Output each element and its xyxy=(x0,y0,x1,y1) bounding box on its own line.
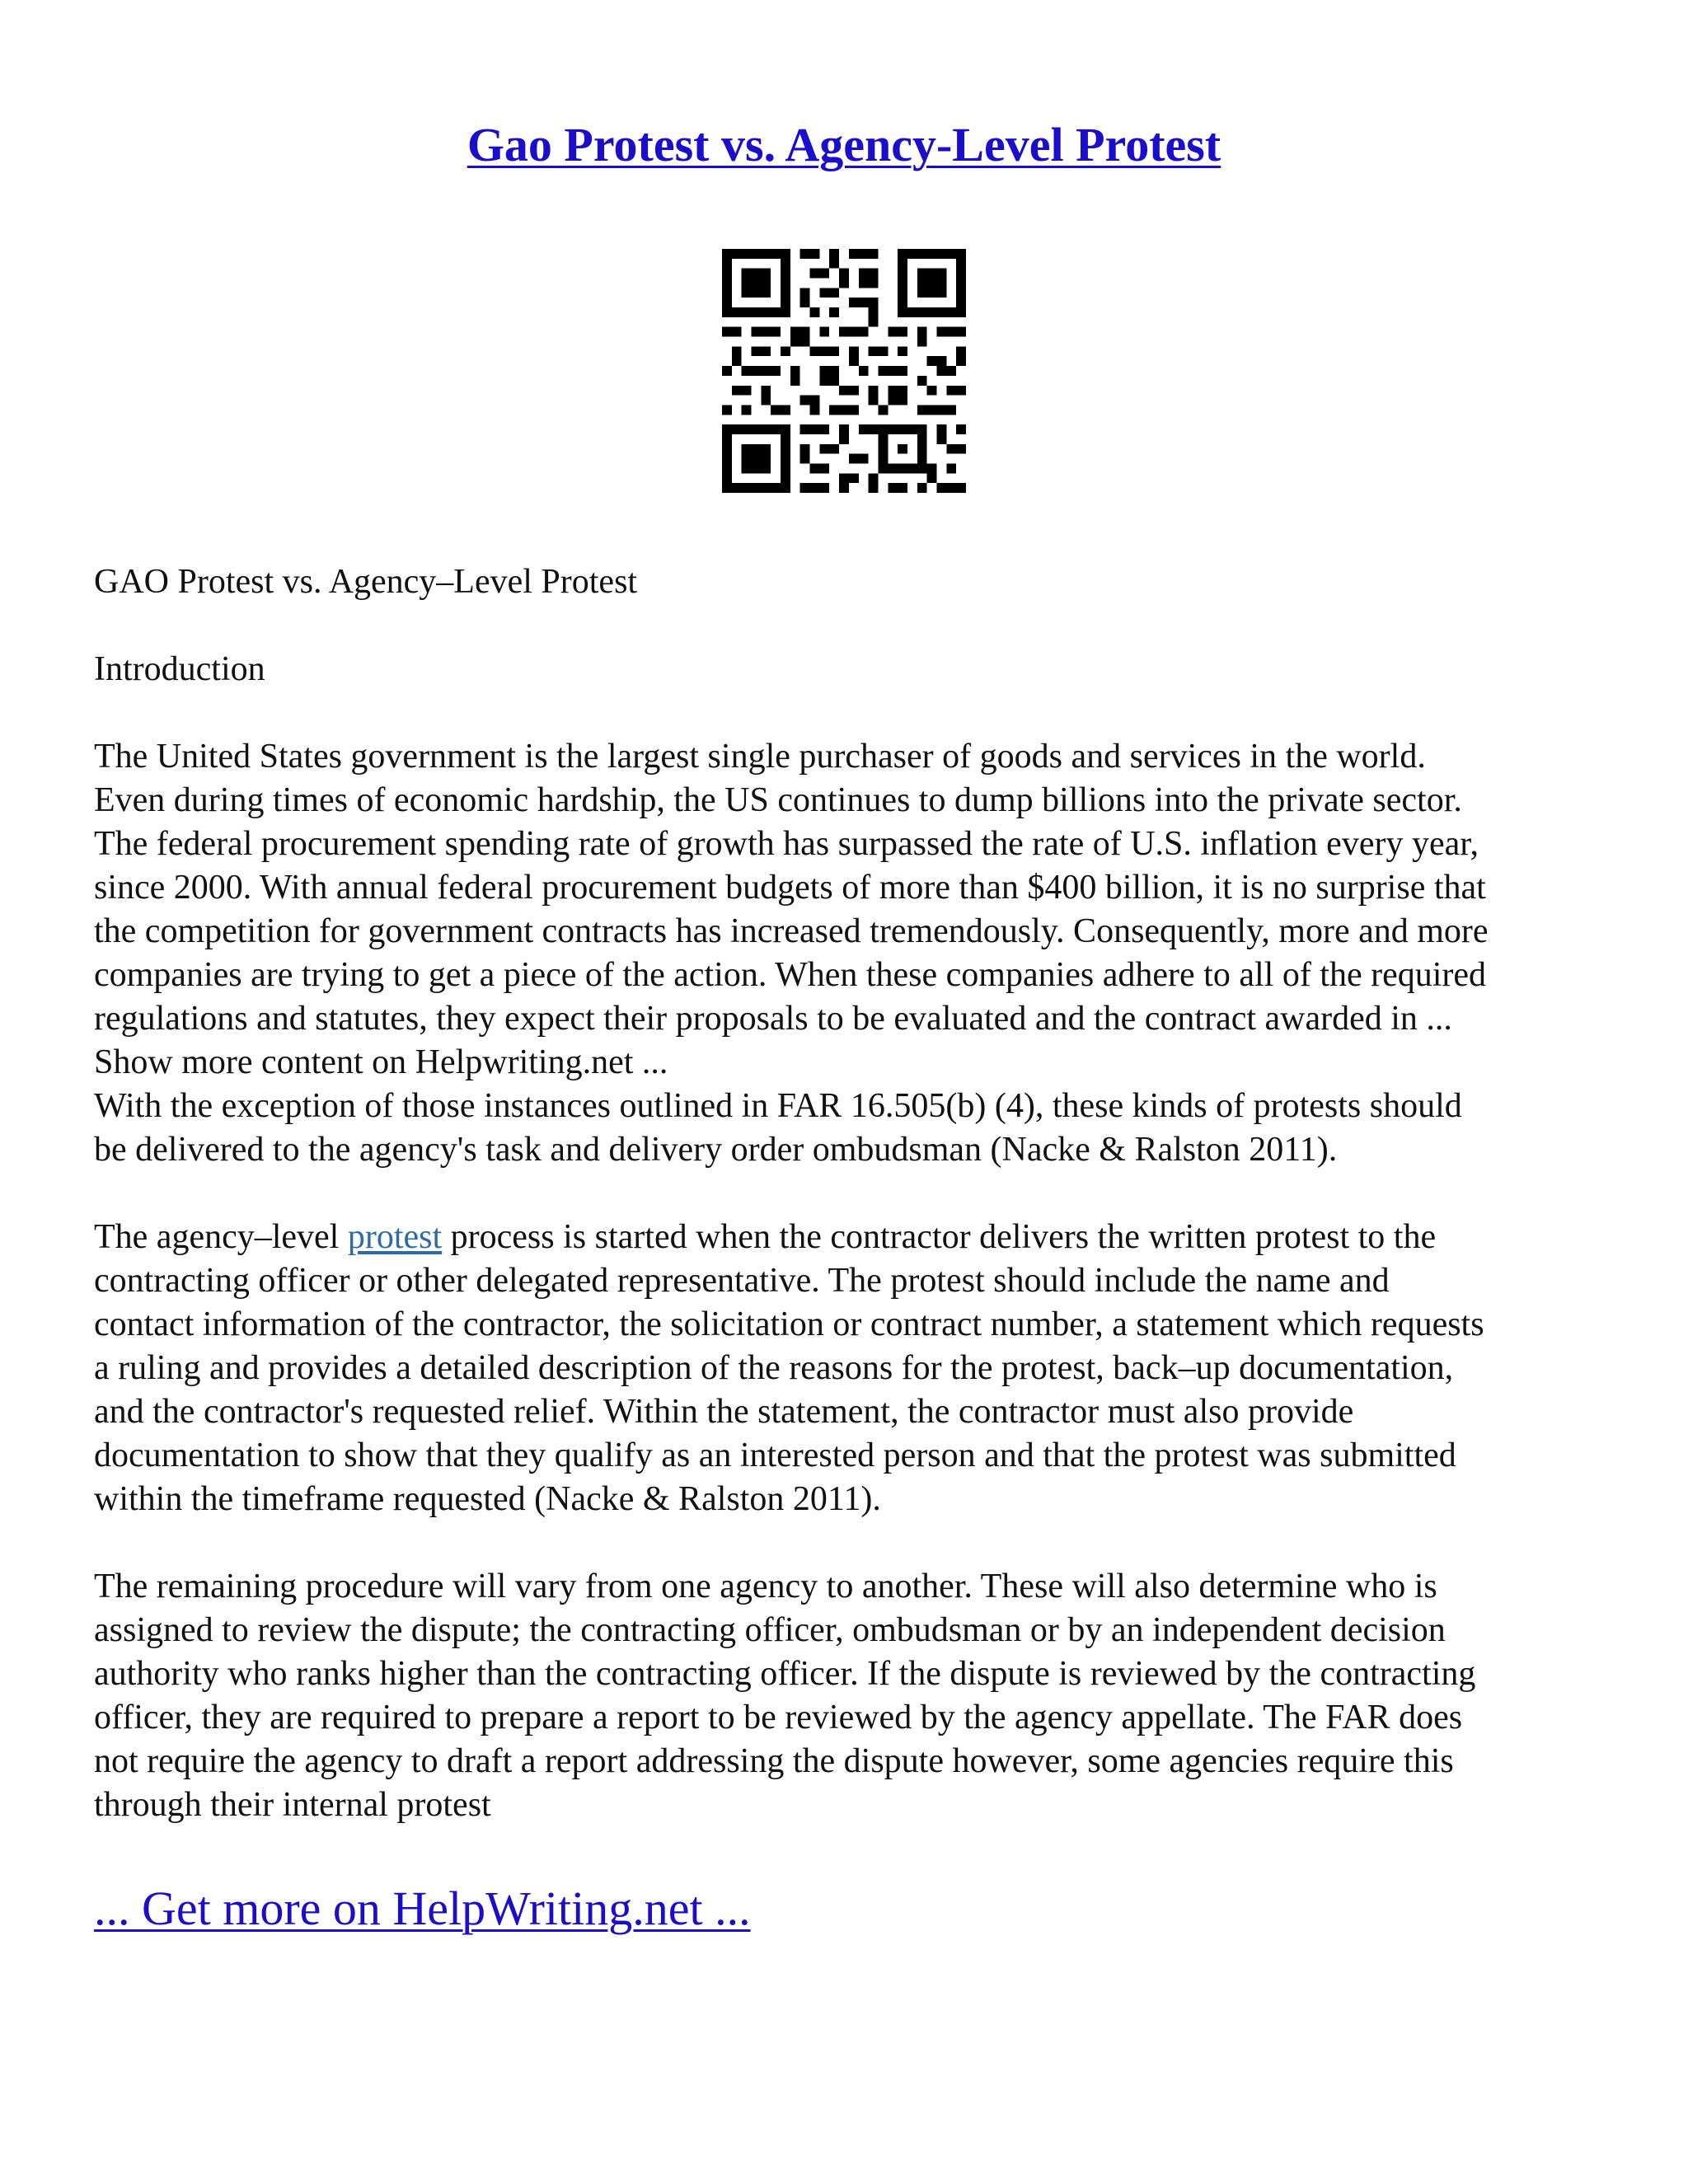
document-body xyxy=(94,560,1602,1827)
qr-code-icon xyxy=(722,249,966,493)
paragraph-4: The remaining procedure will vary from one agency to another. These will also determine who is assigned to review the dispute; the contracting officer, ombudsman or by an independent decision authority who ranks higher than the contracting officer. If the dispute is reviewed by the contracting officer, they are required to prepare a report to be reviewed by the agency appellate. The FAR does not require the agency to draft a report addressing the dispute however, some agencies require this through their internal protest xyxy=(94,1568,1476,1824)
page-title xyxy=(0,115,1688,175)
protest-link[interactable]: protest xyxy=(347,1218,443,1256)
document-subtitle: GAO Protest vs. Agency–Level Protest xyxy=(94,563,638,601)
intro-heading: Introduction xyxy=(94,650,265,688)
paragraph-3-end: process is started when the contractor delivers the written protest to the contracting officer or other delegated representative. The protest should include the name and contact information of the contractor, the solicitation or contract number, a statement which requests a ruling and provides a detailed description of the reasons for the protest, back–up documentation, and the contractor's requested relief. Within the statement, the contractor must also provide documentation to show that they qualify as an interested person and that the protest was submitted within the timeframe requested (Nacke & Ralston 2011). xyxy=(94,1218,1484,1518)
show-more-text: Show more content on Helpwriting.net ... xyxy=(94,1043,668,1081)
title-link[interactable]: Gao Protest vs. Agency-Level Protest xyxy=(467,118,1221,171)
get-more-link[interactable]: ... Get more on HelpWriting.net ... xyxy=(94,1882,751,1935)
get-more-container xyxy=(94,1879,751,1938)
paragraph-1: The United States government is the largest single purchaser of goods and services in the world. Even during times of economic hardship, the US continues to dump billions into the private sector. The federal procurement spending rate of growth has surpassed the rate of U.S. inflation every year, since 2000. With annual federal procurement budgets of more than $400 billion, it is no surprise that the competition for government contracts has increased tremendously. Consequently, more and more companies are trying to get a piece of the action. When these companies adhere to all of the required regulations and statutes, they expect their proposals to be evaluated and the contract awarded in ... xyxy=(94,738,1489,1038)
paragraph-2: With the exception of those instances outlined in FAR 16.505(b) (4), these kinds of protests should be delivered to the agency's task and delivery order ombudsman (Nacke & Ralston 2011). xyxy=(94,1087,1462,1169)
paragraph-3-start: The agency–level xyxy=(94,1218,348,1256)
paragraph-3 xyxy=(94,1216,1602,1521)
